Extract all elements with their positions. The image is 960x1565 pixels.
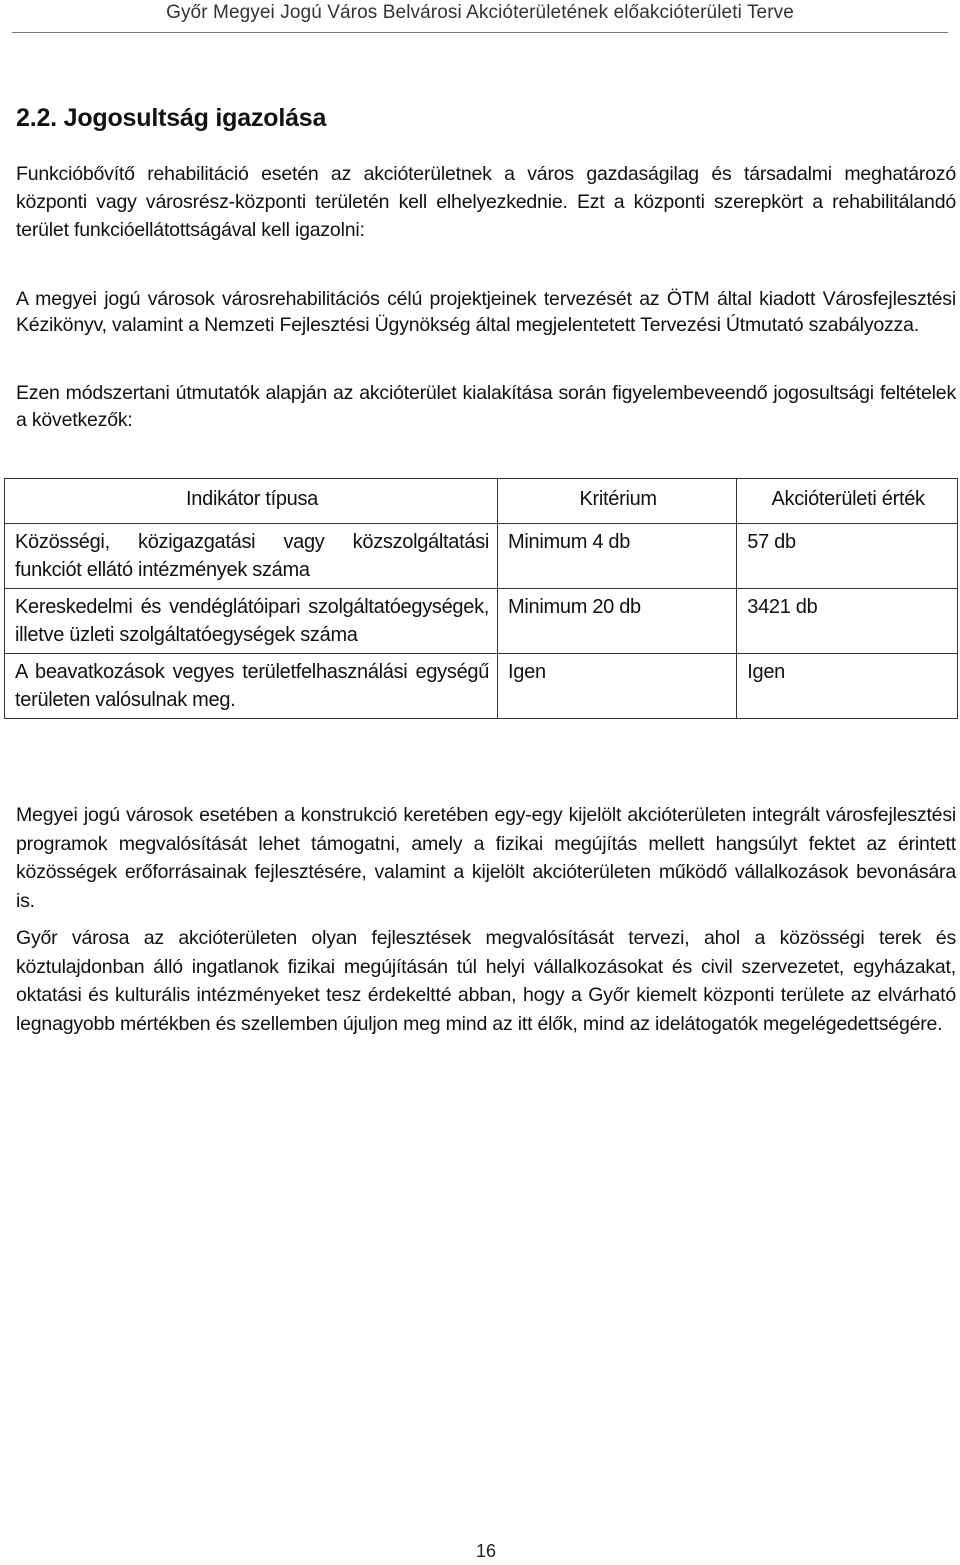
section-heading: 2.2. Jogosultság igazolása [16, 104, 327, 132]
table-row [5, 654, 958, 719]
document-header: Győr Megyei Jogú Város Belvárosi Akcióterületének előakcióterületi Terve [166, 2, 794, 23]
paragraph-intro: Funkcióbővítő rehabilitáció esetén az akcióterületnek a város gazdaságilag és társadalmi meghatározó központi vagy városrész-központi területén kell elhelyezkednie. Ezt a központi szerepkört a rehabilitálandó terület funkcióellátottságával kell igazolni: [16, 163, 956, 241]
criterion-cell: Minimum 4 db [498, 524, 737, 589]
page-number: 16 [475, 1541, 497, 1561]
column-header-indicator: Indikátor típusa [5, 479, 498, 524]
paragraph-regulation: A megyei jogú városok városrehabilitációs célú projektjeinek tervezését az ÖTM által kiadott Városfejlesztési Kézikönyv, valamint a Nemzeti Fejlesztési Ügynökség által megjelentetett Tervezési Útmutató szabályozza. [16, 288, 956, 336]
table-header-row [5, 479, 958, 524]
paragraph-criteria-intro: Ezen módszertani útmutatók alapján az akcióterület kialakítása során figyelembeveendő jogosultsági feltételek a következők: [16, 382, 956, 431]
criterion-cell: Igen [498, 654, 737, 719]
indicator-cell: Kereskedelmi és vendéglátóipari szolgáltatóegységek, illetve üzleti szolgáltatóegységek száma [5, 589, 498, 654]
table-row [5, 524, 958, 589]
header-divider [12, 32, 948, 33]
column-header-value: Akcióterületi érték [737, 479, 958, 524]
value-cell: 3421 db [737, 589, 958, 654]
criterion-cell: Minimum 20 db [498, 589, 737, 654]
indicator-cell: A beavatkozások vegyes területfelhasználási egységű területen valósulnak meg. [5, 654, 498, 719]
value-cell: 57 db [737, 524, 958, 589]
paragraph-program: Megyei jogú városok esetében a konstrukció keretében egy-egy kijelölt akcióterületen integrált városfejlesztési programok megvalósítását lehet támogatni, amely a fizikai megújítás mellett hangsúlyt fektet az érintett közösségek erőforrásainak fejlesztésére, valamint a kijelölt akcióterületen működő vállalkozások bevonására is. [16, 804, 956, 912]
eligibility-table [4, 478, 958, 719]
paragraph-gyor-plans: Győr városa az akcióterületen olyan fejlesztések megvalósítását tervezi, ahol a közösségi terek és köztulajdonban álló ingatlanok fizikai megújításán túl helyi vállalkozásokat és civil szervezetet, egyházakat, oktatási és kulturális intézményeket tesz érdekeltté abban, hogy a Győr kiemelt központi területe az elvárható legnagyobb mértékben és szellemben újuljon meg mind az itt élők, mind az idelátogatók megelégedettségére. [16, 927, 956, 1035]
value-cell: Igen [737, 654, 958, 719]
column-header-criterion: Kritérium [498, 479, 737, 524]
table-row [5, 589, 958, 654]
indicator-cell: Közösségi, közigazgatási vagy közszolgáltatási funkciót ellátó intézmények száma [5, 524, 498, 589]
